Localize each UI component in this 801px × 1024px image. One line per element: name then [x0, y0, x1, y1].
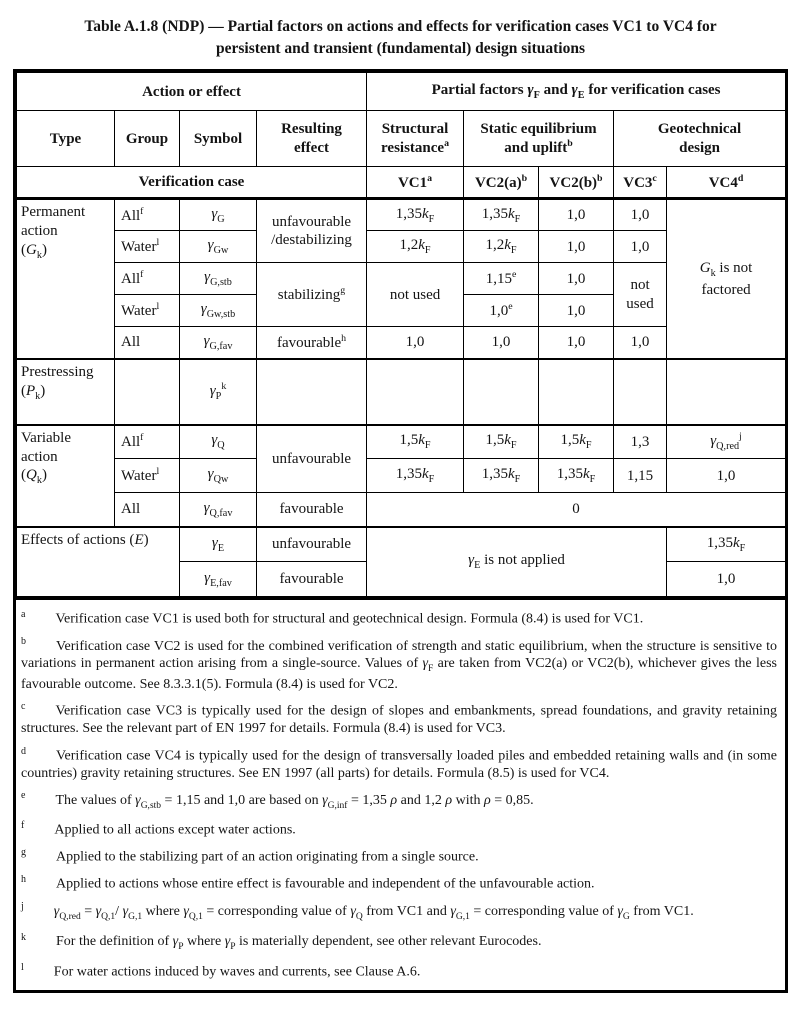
cell-vc2b: 1,0	[539, 327, 614, 359]
cell-vc3: 1,0	[614, 199, 667, 231]
table-row	[17, 199, 786, 231]
cell-resulting-effect: favourable$^h$	[257, 327, 367, 359]
col-header-vc4: VC4$^d$	[667, 167, 786, 199]
empty-cell	[367, 359, 464, 425]
cell-vc3: 1,0	[614, 231, 667, 263]
partial-factors-table	[16, 72, 786, 597]
empty-cell	[539, 359, 614, 425]
cell-favourable-span: 0	[367, 493, 786, 527]
footnote-d	[21, 746, 777, 782]
footnote-h	[21, 874, 777, 893]
col-header-static-equilibrium: Static equilibrium and uplift$^b$	[464, 111, 614, 167]
cell-variable-type: Variable action $(Q_k)$	[17, 425, 115, 527]
table-title: Table A.1.8 (NDP) — Partial factors on actions and effects for verification cases VC1 to VC4 for persistent and transient (fundamental) design situations	[84, 18, 717, 57]
footnotes	[16, 597, 785, 990]
cell-resulting-effect: stabilizing$^g$	[257, 263, 367, 327]
cell-vc1: $1,35k_F$	[367, 199, 464, 231]
cell-vc3: 1,3	[614, 425, 667, 459]
table-row	[17, 359, 786, 425]
footnote-a	[21, 609, 777, 628]
cell-vc1: $1,2k_F$	[367, 231, 464, 263]
footnote-marker: l	[21, 961, 24, 973]
footnote-marker: c	[21, 701, 26, 713]
cell-vc2b: 1,0	[539, 199, 614, 231]
cell-vc2a: 1,15e	[464, 263, 539, 295]
footnote-text: Verification case VC2 is used for the combined verification of strength and static equilibrium, when the structure is sensitive to variations in permanent action arising from a single-source. Values of $\gamma_F$ are taken from VC2(a) or VC2(b), whichever gives the less favourable outcome. See 8.3.3.1(5). Formula (8.4) is used for VC2.	[21, 639, 777, 692]
cell-vc2b: 1,0	[539, 263, 614, 295]
footnote-text: Applied to the stabilizing part of an action originating from a single source.	[56, 850, 479, 866]
footnote-g	[21, 847, 777, 866]
footnote-text: Applied to actions whose entire effect is favourable and independent of the unfavourable action.	[56, 877, 595, 893]
footnote-marker: b	[21, 636, 26, 648]
col-header-vc2b: $VC2(b)^b$	[539, 167, 614, 199]
cell-vc2a: $1,35k_F$	[464, 459, 539, 493]
cell-prestressing-type: Prestressing $(P_k)$	[17, 359, 115, 425]
cell-group: All$^f$	[115, 199, 180, 231]
cell-symbol: $\gamma_{Gw,stb}$	[180, 295, 257, 327]
footnote-l	[21, 962, 777, 981]
col-header-vc3: VC3$^c$	[614, 167, 667, 199]
footnote-marker: e	[21, 790, 26, 802]
footnote-text: For the definition of $\gamma_P$ where $\gamma_P$ is materially dependent, see other relevant Eurocodes.	[56, 934, 542, 953]
cell-vc1: 1,0	[367, 327, 464, 359]
footnote-j	[21, 901, 777, 923]
cell-symbol: $\gamma_{Q,fav}$	[180, 493, 257, 527]
cell-vc2a: $1,2k_F$	[464, 231, 539, 263]
cell-symbol: $\gamma_G$	[180, 199, 257, 231]
cell-gamma-e-not-applied: $\gamma_E$ is not applied	[367, 527, 667, 597]
cell-vc4: 1,0	[667, 562, 786, 597]
cell-group: All$^f$	[115, 425, 180, 459]
cell-vc2b: 1,0	[539, 231, 614, 263]
table-row	[17, 425, 786, 459]
footnote-marker: k	[21, 931, 26, 943]
table-frame	[13, 69, 788, 993]
col-header-resulting-effect: Resulting effect	[257, 111, 367, 167]
footnote-marker: d	[21, 745, 26, 757]
cell-group: All	[115, 327, 180, 359]
cell-vc3: 1,0	[614, 327, 667, 359]
cell-vc3-not-used: not used	[614, 263, 667, 327]
empty-cell	[257, 359, 367, 425]
cell-vc2b: $1,5k_F$	[539, 425, 614, 459]
cell-vc4-note: $G_k$ is not factored	[667, 199, 786, 359]
footnote-b	[21, 636, 777, 693]
cell-effects-type: Effects of actions (E)	[17, 527, 180, 597]
cell-vc4: $\gamma_{Q,red}^j$	[667, 425, 786, 459]
table-row	[17, 459, 786, 493]
cell-vc2a: $1,5k_F$	[464, 425, 539, 459]
cell-resulting-effect: unfavourable	[257, 527, 367, 562]
cell-resulting-effect: favourable	[257, 562, 367, 597]
col-header-group: Group	[115, 111, 180, 167]
cell-resulting-effect: unfavourable /destabilizing	[257, 199, 367, 263]
cell-vc1: $1,5k_F$	[367, 425, 464, 459]
cell-group: Water$^l$	[115, 231, 180, 263]
cell-vc4: 1,0	[667, 459, 786, 493]
cell-symbol: $\gamma_{Qw}$	[180, 459, 257, 493]
cell-vc2a: $1,35k_F$	[464, 199, 539, 231]
col-header-symbol: Symbol	[180, 111, 257, 167]
cell-group: All$^f$	[115, 263, 180, 295]
footnote-e	[21, 790, 777, 812]
footnote-text: $\gamma_{Q,red} = \gamma_{Q,1}/$ $\gamma_{G,1}$ where $\gamma_{Q,1}$ = corresponding value of $\gamma_Q$ from VC1 and $\gamma_{G,1}$ = corresponding value of $\gamma_G$ from VC1.	[53, 904, 694, 922]
footnote-text: For water actions induced by waves and currents, see Clause A.6.	[53, 964, 421, 980]
cell-symbol: $\gamma_Q$	[180, 425, 257, 459]
empty-cell	[614, 359, 667, 425]
cell-symbol: $\gamma_{Gw}$	[180, 231, 257, 263]
footnote-text: Applied to all actions except water actions.	[54, 823, 296, 839]
col-header-geotechnical-design: Geotechnical design	[614, 111, 786, 167]
cell-group: Water$^l$	[115, 459, 180, 493]
header-row-groups	[17, 73, 786, 111]
col-header-vc2a: $VC2(a)^b$	[464, 167, 539, 199]
cell-vc2b: $1,35k_F$	[539, 459, 614, 493]
col-header-type: Type	[17, 111, 115, 167]
footnote-marker: g	[21, 847, 26, 859]
cell-vc2b: 1,0	[539, 295, 614, 327]
footnote-marker: f	[21, 820, 25, 832]
footnote-c	[21, 701, 777, 737]
cell-symbol: $\gamma_{E,fav}$	[180, 562, 257, 597]
footnote-f	[21, 820, 777, 839]
header-verification-case: Verification case	[17, 167, 367, 199]
cell-vc1: $1,35k_F$	[367, 459, 464, 493]
footnote-text: Verification case VC4 is typically used for the design of transversally loaded piles and embedded retaining walls and (in some countries) gravity retaining structures. See EN 1997 (all parts) for details. Formula (8.5) is used for VC4.	[21, 748, 777, 781]
cell-group: All	[115, 493, 180, 527]
cell-vc2a: 1,0e	[464, 295, 539, 327]
col-header-vc1: VC1$^a$	[367, 167, 464, 199]
cell-symbol: $\gamma_{G,fav}$	[180, 327, 257, 359]
cell-vc1-not-used: not used	[367, 263, 464, 327]
table-row	[17, 493, 786, 527]
empty-cell	[667, 359, 786, 425]
table-row	[17, 527, 786, 562]
header-row-columns	[17, 111, 786, 167]
footnote-marker: j	[21, 901, 24, 913]
cell-symbol: $\gamma_{G,stb}$	[180, 263, 257, 295]
header-row-verification-cases	[17, 167, 786, 199]
cell-symbol: $\gamma_E$	[180, 527, 257, 562]
cell-resulting-effect: favourable	[257, 493, 367, 527]
footnote-marker: h	[21, 874, 26, 886]
cell-group: Water$^l$	[115, 295, 180, 327]
cell-permanent-type: Permanent action $(G_k)$	[17, 199, 115, 359]
footnote-k	[21, 932, 777, 954]
cell-vc4: $1,35k_F$	[667, 527, 786, 562]
footnote-marker: a	[21, 609, 26, 621]
empty-cell	[464, 359, 539, 425]
col-header-structural-resistance: Structural resistance$^a$	[367, 111, 464, 167]
header-partial-factors: Partial factors $\gamma_F$ and $\gamma_E$ for verification cases	[367, 73, 786, 111]
cell-resulting-effect: unfavourable	[257, 425, 367, 493]
footnote-text: The values of $\gamma_{G,stb} = 1,15$ and 1,0 are based on $\gamma_{G,inf} = 1,35$ ρ and 1,2 ρ with ρ = 0,85.	[55, 792, 534, 811]
footnote-text: Verification case VC3 is typically used for the design of slopes and embankments, spread foundations, and gravity retaining structures. See the relevant part of EN 1997 for details. Formula (8.4) is used for VC3.	[21, 704, 777, 737]
cell-symbol: $\gamma_P^k$	[180, 359, 257, 425]
empty-cell	[115, 359, 180, 425]
footnote-text: Verification case VC1 is used both for structural and geotechnical design. Formula (8.4) is used for VC1.	[55, 612, 644, 628]
cell-vc3: 1,15	[614, 459, 667, 493]
cell-vc2a: 1,0	[464, 327, 539, 359]
header-action-or-effect: Action or effect	[17, 73, 367, 111]
